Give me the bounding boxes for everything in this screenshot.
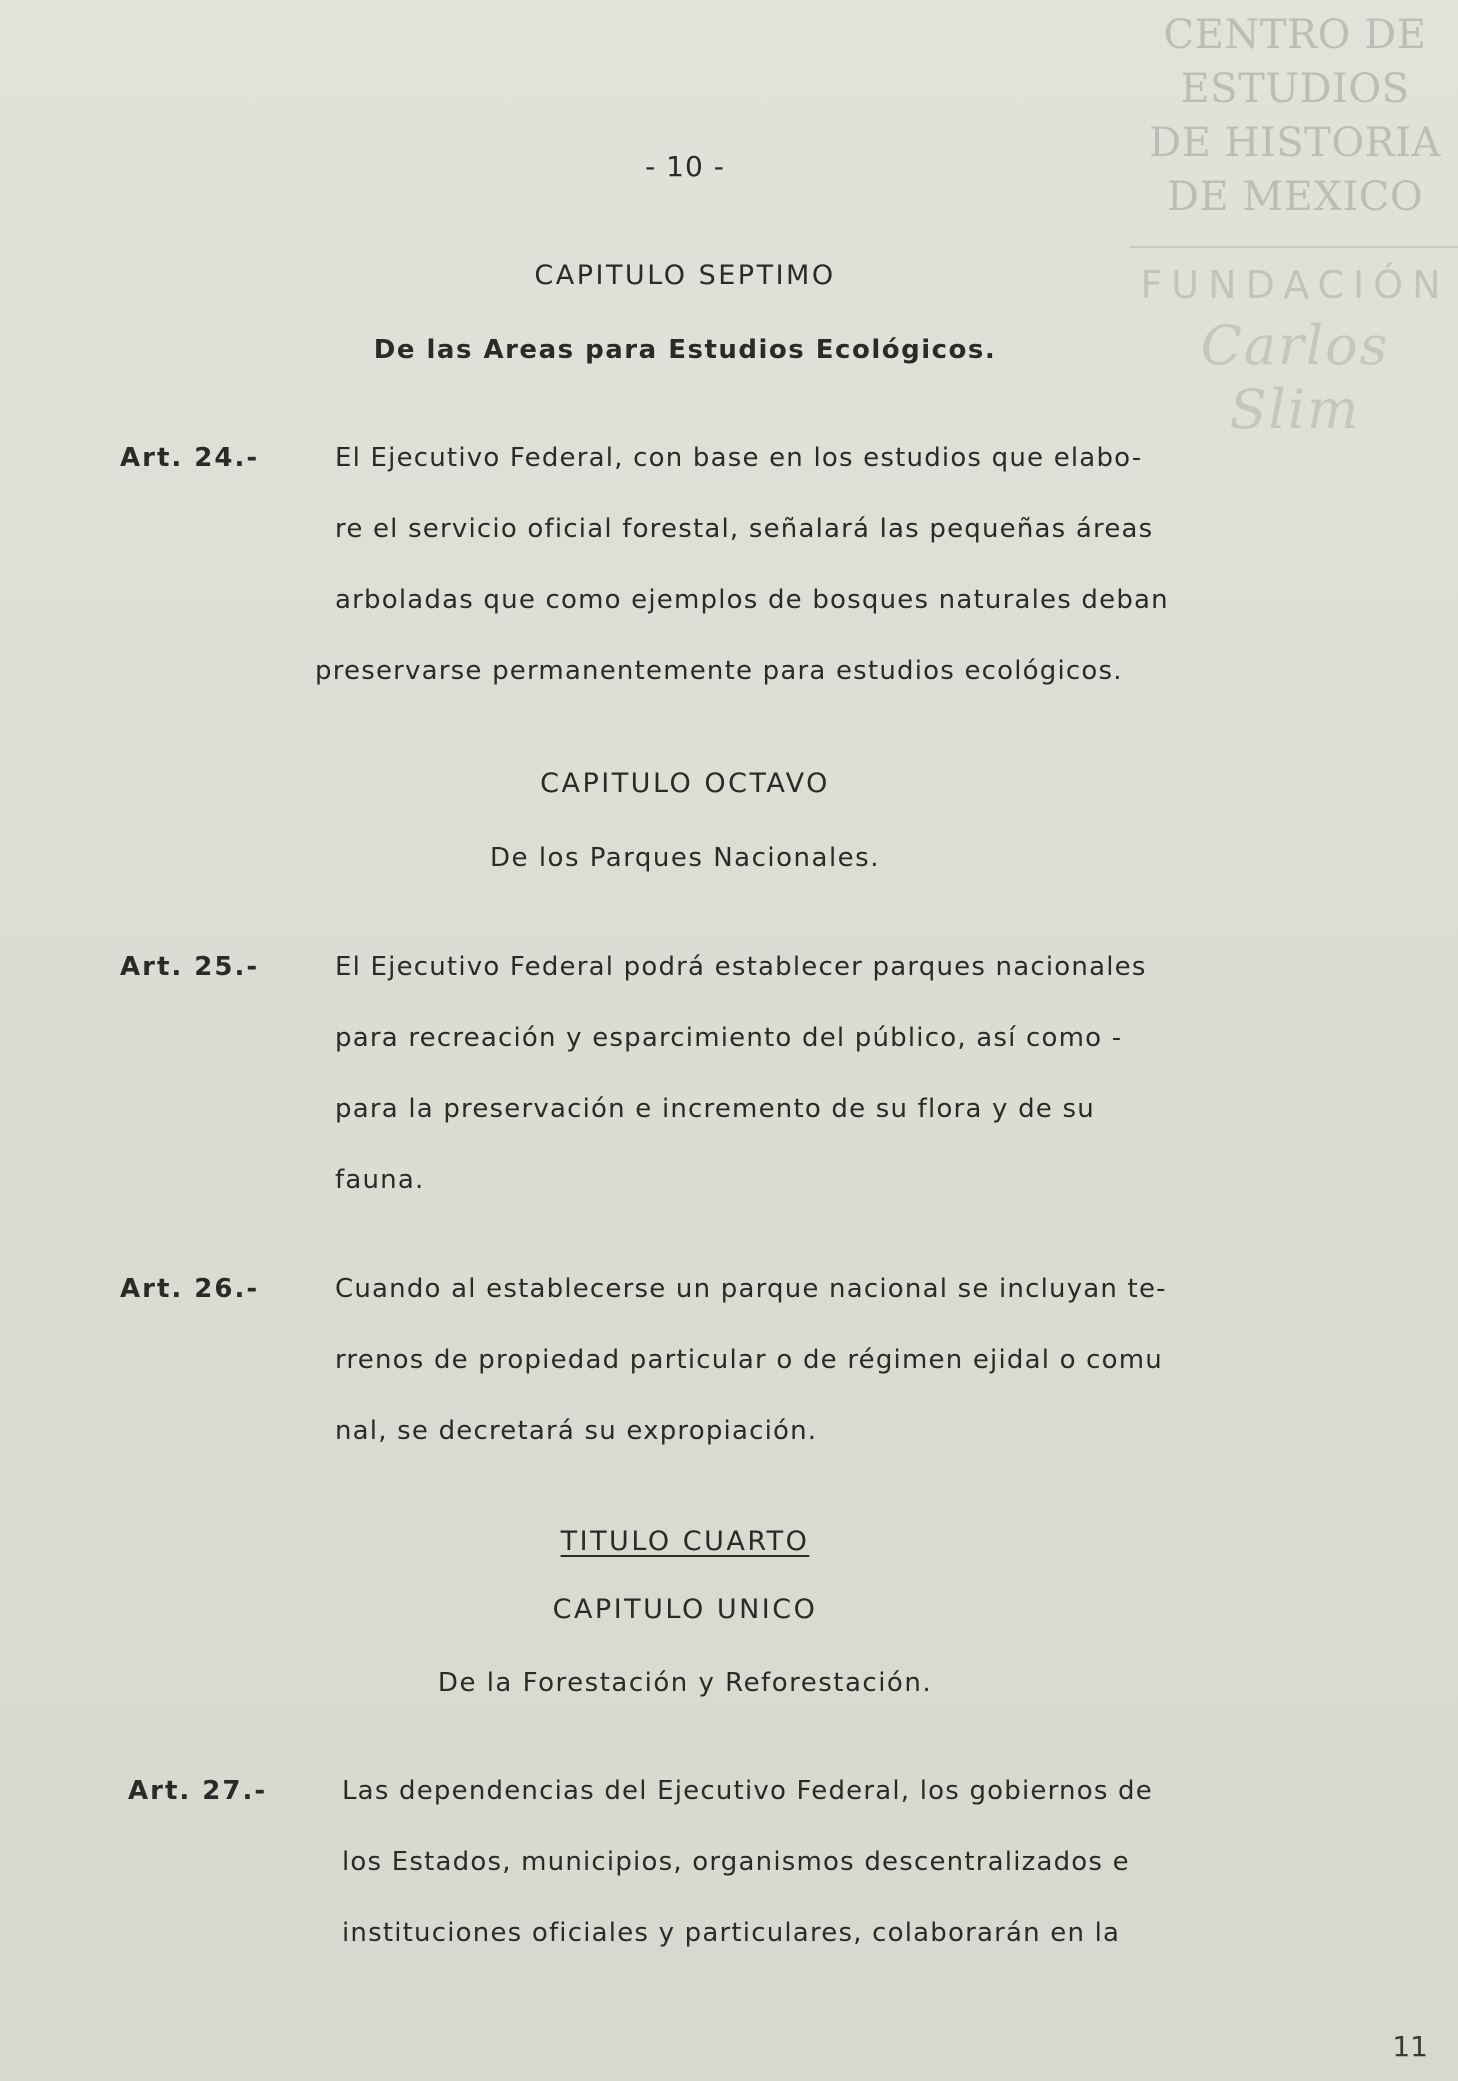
article-line: arboladas que como ejemplos de bosques naturales deban [335,585,1169,615]
chapter-heading: CAPITULO SEPTIMO [534,260,836,291]
article-line: fauna. [335,1165,425,1195]
article-line: Las dependencias del Ejecutivo Federal, los gobiernos de [342,1776,1153,1806]
watermark-foundation: FUNDACIÓN [1130,246,1458,310]
chapter-subtitle: De la Forestación y Reforestación. [437,1668,933,1698]
article-line: El Ejecutivo Federal, con base en los estudios que elabo- [335,443,1143,473]
watermark-line: ESTUDIOS [1180,66,1410,112]
article-line: El Ejecutivo Federal podrá establecer parques nacionales [335,952,1147,982]
margin-mark: 11 [1392,2030,1428,2063]
chapter-heading: CAPITULO UNICO [552,1594,818,1625]
watermark-line: DE MEXICO [1166,174,1424,220]
article-line: los Estados, municipios, organismos descentralizados e [342,1847,1130,1877]
article-label: Art. 25.- [120,952,260,982]
article-line: nal, se decretará su expropiación. [335,1416,818,1446]
article-label: Art. 24.- [120,443,260,473]
title-heading-wrap [260,1526,1110,1557]
article-line: preservarse permanentemente para estudios ecológicos. [315,656,1123,686]
article-line: instituciones oficiales y particulares, colaborarán en la [342,1918,1121,1948]
chapter-heading: CAPITULO OCTAVO [540,768,830,799]
watermark-signature: Carlos Slim [1200,314,1390,441]
title-heading: TITULO CUARTO [560,1526,810,1557]
page-number: - 10 - [645,150,725,183]
chapter-subtitle: De las Areas para Estudios Ecológicos. [373,335,997,365]
watermark-line: CENTRO DE [1163,12,1427,58]
article-line: para recreación y esparcimiento del público, así como - [335,1023,1123,1053]
article-label: Art. 27.- [128,1776,268,1806]
article-label: Art. 26.- [120,1274,260,1304]
article-line: para la preservación e incremento de su flora y de su [335,1094,1095,1124]
article-line: rrenos de propiedad particular o de régimen ejidal o comu [335,1345,1163,1375]
article-line: Cuando al establecerse un parque nacional se incluyan te- [335,1274,1167,1304]
chapter-subtitle: De los Parques Nacionales. [490,843,880,873]
watermark-line: DE HISTORIA [1149,120,1441,166]
article-line: re el servicio oficial forestal, señalará las pequeñas áreas [335,514,1154,544]
archive-watermark [1130,8,1458,442]
